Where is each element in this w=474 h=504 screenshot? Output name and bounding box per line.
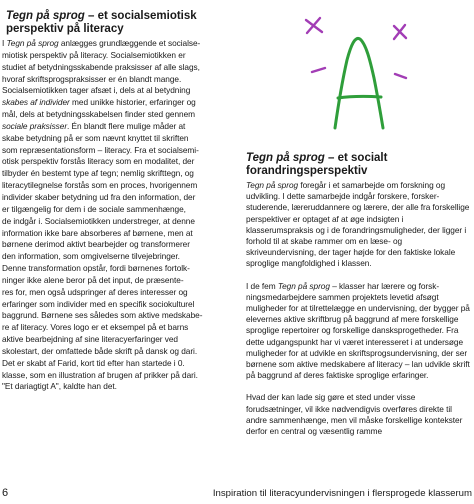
left-body-text xyxy=(0,38,224,393)
right-p2-rest: – klasser har lærere og forsk-ningsmedarbejdere sammen projektets levetid afsøgt muligheder for at tilrettelægge en undervisning, der bygger på elevernes aktive skriftbrug på baggrund af mere forskellige sproglige repertoirer og forskellige dansksprogetheder. Fra dette udgangspunkt har vi været interesseret i at undersøge muligheder for at udvikle en skriftsprogsundervisning, der ser børnene som aktive medskabere af literacy – lan udvikle skrift på baggrund af deres faktiske sproglige erfaringer. xyxy=(246,280,470,381)
drawing-left-stroke xyxy=(335,38,383,128)
left-heading-italic: Tegn på sprog xyxy=(6,10,85,22)
right-heading-italic: Tegn på sprog xyxy=(246,152,325,164)
left-body-mid-1: anlægges grundlæggende et socialse- miotisk perspektiv på literacy. Socialsemiotikken er studiet af betydningsskabende praksisser af alle slags, hvoraf skriftsprogspraksisser er én blandt mange. Socialsemiotikken tager afsæt i, dels at al betydning xyxy=(2,38,201,96)
right-paragraph-1 xyxy=(246,180,470,270)
right-p1-rest: foregår i et samarbejde om forskning og udvikling. I dette samarbejde indgår forskere, forsker-studerende, læreruddannere og lærere, der alle fra forskellige perspektiver er optaget af at øge indsigten i klasserumspraksis og i de forandringsmuligheder, der ligger i forhold til at skabe rammer om en læse- og skriveundervisning, der tager højde for den faktiske lokale sproglige mangfoldighed i klassen. xyxy=(246,180,470,269)
drawing-dot-top-right xyxy=(394,25,406,39)
drawing-dot-left xyxy=(312,68,325,72)
left-body-mid-2: med unikke historier, erfaringer og mål, dels at betydningsskabelsen finder sted gennem xyxy=(2,97,196,120)
footer-title: Inspiration til literacyundervisningen i flersprogede klasserum xyxy=(212,488,472,499)
right-column xyxy=(246,152,470,448)
drawing-dot-top-left xyxy=(306,18,322,33)
right-heading-rest: – et socialt forandringsperspektiv xyxy=(246,152,388,177)
drawing-dot-right xyxy=(395,74,406,78)
page-number: 6 xyxy=(2,487,9,499)
left-body-italic-3: sociale praksisser xyxy=(2,120,68,131)
right-paragraph-3: Hvad der kan lade sig gøre et sted under visse forudsætninger, vil ikke nødvendigvis overføres direkte til andre sammenhænge, men vil måske forskellige kontekster derfor en central og væsentlig ramme xyxy=(246,392,463,437)
right-p2-italic: Tegn på sprog xyxy=(277,280,330,291)
drawing-crossbar xyxy=(338,96,381,98)
child-drawing-letter-a xyxy=(300,12,410,134)
right-section-heading xyxy=(246,152,470,177)
left-column xyxy=(0,10,224,393)
right-paragraph-2 xyxy=(246,281,470,382)
left-body-italic-2: skabes af individer xyxy=(2,97,70,108)
left-section-heading xyxy=(6,10,226,36)
right-p1-italic: Tegn på sprog xyxy=(246,180,299,190)
left-body-italic-1: Tegn på sprog xyxy=(6,38,59,48)
left-body-rest: . Én blandt flere mulige måder at skabe betydning på er som nævnt knyttet til skriften som repræsentationsform – literacy. Fra et socialsemi- otisk perspektiv forstås literacy som en modalitet, der tilbyder én bestemt type af tegn; nemlig skrifttegn, og literacytilegnelse forstås som en proces, hvorigennem individer skaber betydning ud fra den information, der er tilgængelig for dem i de sociale sammenhænge, de indgår i. Socialsemiotikken understreger, at denne information ikke bare absorberes af børnene, men at børnene derimod aktivt bearbejder og transformerer den information, som omgivelserne tilvejebringer. Denne transformation opstår, fordi børnenes fortolk- ninger ikke alene beror på det input, de præsente- res for, men også udspringer af deres interesser og erfaringer som individer med en specifik sociokulturel baggrund. Børnene ses således som aktive medskabe- re af literacy. Vores logo er et eksempel på et barns aktive bearbejdning af sine literacyerfaringer ved skolestart, der omfattede både skrift på dansk og dari. Det er skabt af Farid, kort tid efter han startede i 0. klasse, som en illustration af brugen af prikker på dari. "Et dariagtigt A", kaldte han det. xyxy=(2,120,203,392)
left-body-pre: I xyxy=(2,38,7,48)
left-heading-rest: – et socialsemiotisk perspektiv på literacy xyxy=(6,10,197,35)
right-p2-pre: I de fem xyxy=(246,280,278,291)
